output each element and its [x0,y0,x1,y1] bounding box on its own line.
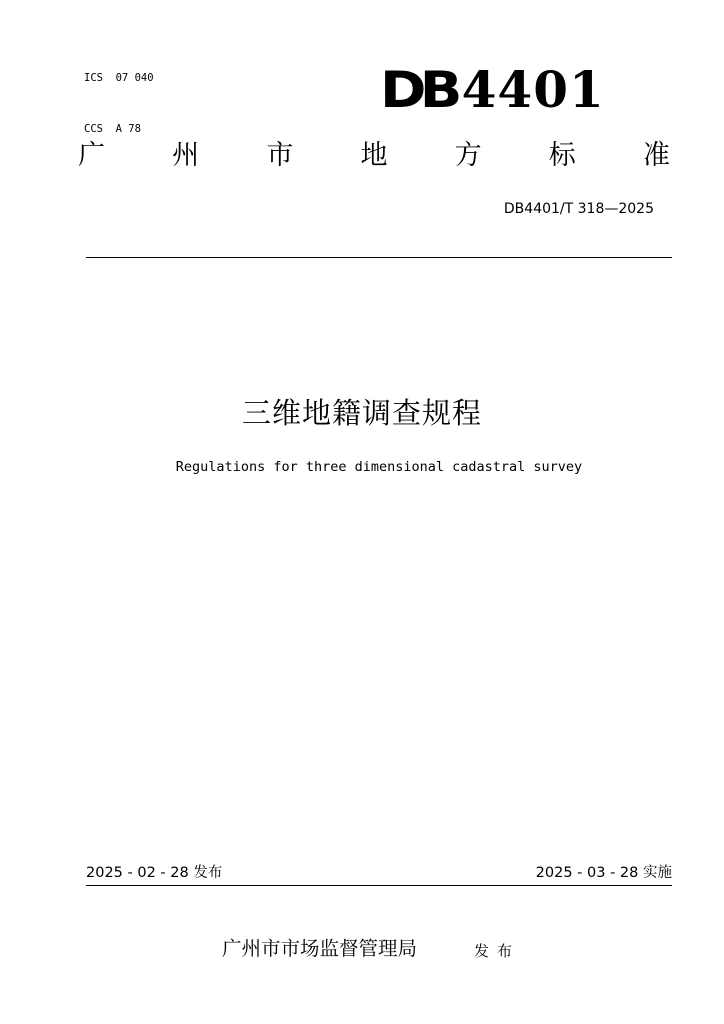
standard-type-char: 标 [548,140,576,171]
standard-type-char: 地 [360,140,388,171]
bottom-divider [86,885,672,886]
standard-type-char: 市 [266,140,294,171]
standard-type-char: 准 [642,140,670,171]
standard-type-heading [78,136,670,176]
issuer-action: 发布 [474,942,521,960]
issuer-name: 广州市市场监督管理局 [222,937,418,960]
title-chinese: 三维地籍调查规程 [241,396,482,430]
publish-date: 2025 - 02 - 28 发布 [86,865,223,881]
ccs-code: CCS A 78 [84,123,141,135]
ics-code: ICS 07 040 [84,72,154,84]
db-logo [380,62,620,118]
standard-type-char: 州 [172,140,200,171]
standard-type-char: 广 [78,140,105,171]
implementation-date: 2025 - 03 - 28 实施 [535,865,672,881]
standard-type-char: 方 [454,140,482,171]
top-divider [86,257,672,258]
db-logo-letters: DB [380,61,456,119]
db-logo-number: 4401 [461,60,605,119]
standard-number: DB4401/T 318—2025 [503,201,654,217]
title-english: Regulations for three dimensional cadastral survey [175,459,583,475]
